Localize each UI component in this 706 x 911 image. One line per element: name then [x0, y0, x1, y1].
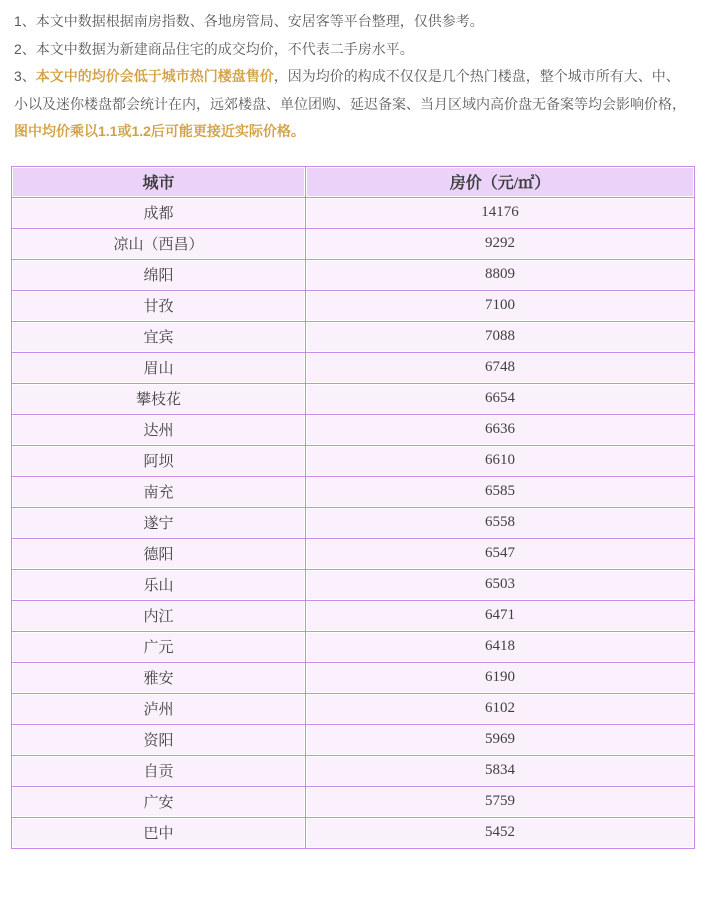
- column-header-price: 房价（元/㎡）: [306, 167, 694, 197]
- city-cell: 成都: [12, 198, 305, 228]
- price-cell: 5452: [306, 818, 694, 848]
- city-cell: 自贡: [12, 756, 305, 786]
- table-row: [12, 539, 694, 569]
- table-row: [12, 787, 694, 817]
- table-header-row: [12, 167, 694, 197]
- city-cell: 达州: [12, 415, 305, 445]
- table-row: [12, 291, 694, 321]
- column-header-city: 城市: [12, 167, 305, 197]
- city-cell: 甘孜: [12, 291, 305, 321]
- city-cell: 宜宾: [12, 322, 305, 352]
- city-cell: 泸州: [12, 694, 305, 724]
- city-cell: 南充: [12, 477, 305, 507]
- city-cell: 广元: [12, 632, 305, 662]
- price-cell: 14176: [306, 198, 694, 228]
- table-row: [12, 663, 694, 693]
- city-cell: 乐山: [12, 570, 305, 600]
- price-cell: 6471: [306, 601, 694, 631]
- price-cell: 7100: [306, 291, 694, 321]
- note-text: 3、: [14, 68, 36, 84]
- price-cell: 6503: [306, 570, 694, 600]
- city-cell: 绵阳: [12, 260, 305, 290]
- note-paragraph: [14, 8, 692, 36]
- table-row: [12, 508, 694, 538]
- price-cell: 6190: [306, 663, 694, 693]
- price-cell: 8809: [306, 260, 694, 290]
- table-row: [12, 198, 694, 228]
- price-cell: 5969: [306, 725, 694, 755]
- price-cell: 7088: [306, 322, 694, 352]
- city-cell: 资阳: [12, 725, 305, 755]
- note-text: 2、本文中数据为新建商品住宅的成交均价，不代表二手房水平。: [14, 40, 414, 57]
- note-highlight-text: 图中均价乘以1.1或1.2后可能更接近实际价格。: [14, 123, 305, 139]
- housing-price-table: [11, 166, 695, 849]
- city-cell: 眉山: [12, 353, 305, 383]
- table-row: [12, 725, 694, 755]
- note-paragraph: [14, 63, 692, 146]
- table-row: [12, 818, 694, 848]
- price-cell: 9292: [306, 229, 694, 259]
- price-cell: 6418: [306, 632, 694, 662]
- price-cell: 5834: [306, 756, 694, 786]
- price-cell: 6654: [306, 384, 694, 414]
- note-text: ，因为均价的构成不仅仅是几个热门楼盘，整个城市所有大、中、小以及迷你楼盘都会统计在内，远郊楼盘、单位团购、延迟备案、当月区域内高价盘无备案等均会影响价格，: [14, 68, 686, 112]
- table-row: [12, 477, 694, 507]
- price-cell: 6585: [306, 477, 694, 507]
- table-row: [12, 570, 694, 600]
- price-cell: 5759: [306, 787, 694, 817]
- table-row: [12, 229, 694, 259]
- city-cell: 巴中: [12, 818, 305, 848]
- price-cell: 6636: [306, 415, 694, 445]
- article-page: [0, 8, 706, 849]
- city-cell: 德阳: [12, 539, 305, 569]
- price-cell: 6102: [306, 694, 694, 724]
- table-row: [12, 353, 694, 383]
- city-cell: 阿坝: [12, 446, 305, 476]
- city-cell: 凉山（西昌）: [12, 229, 305, 259]
- price-cell: 6748: [306, 353, 694, 383]
- table-row: [12, 601, 694, 631]
- city-cell: 雅安: [12, 663, 305, 693]
- table-row: [12, 384, 694, 414]
- table-row: [12, 756, 694, 786]
- note-text: 1、本文中数据根据南房指数、各地房管局、安居客等平台整理，仅供参考。: [14, 13, 484, 29]
- table-body: [12, 198, 694, 848]
- note-highlight-text: 本文中的均价会低于城市热门楼盘售价: [35, 68, 274, 84]
- city-cell: 攀枝花: [12, 384, 305, 414]
- table-row: [12, 446, 694, 476]
- table-row: [12, 694, 694, 724]
- table-row: [12, 415, 694, 445]
- city-cell: 广安: [12, 787, 305, 817]
- table-row: [12, 260, 694, 290]
- notes: [14, 8, 692, 146]
- table-row: [12, 632, 694, 662]
- table-row: [12, 322, 694, 352]
- price-cell: 6558: [306, 508, 694, 538]
- city-cell: 内江: [12, 601, 305, 631]
- note-paragraph: [14, 36, 692, 64]
- price-cell: 6610: [306, 446, 694, 476]
- city-cell: 遂宁: [12, 508, 305, 538]
- price-cell: 6547: [306, 539, 694, 569]
